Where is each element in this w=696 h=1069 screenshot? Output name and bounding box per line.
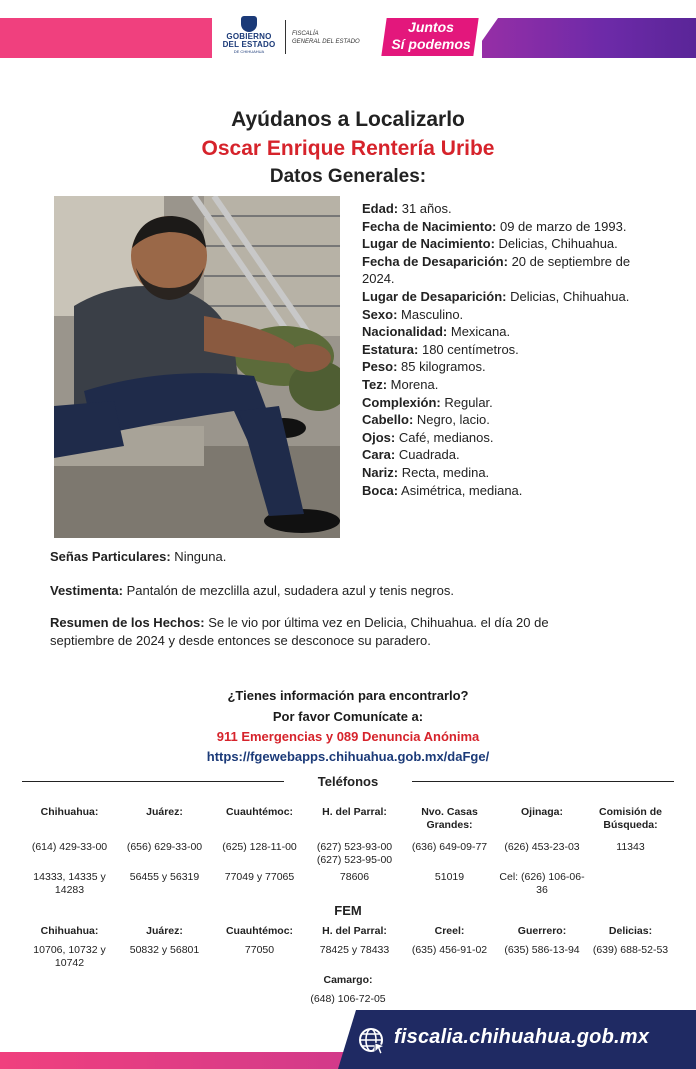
- phone-cell: (639) 688-52-53: [592, 944, 669, 956]
- phone-cell: 50832 y 56801: [129, 944, 200, 956]
- slogan-line2: Sí podemos: [391, 36, 471, 52]
- header-purple-bar: [470, 18, 696, 58]
- detail-nationality: [362, 323, 662, 341]
- general-data-list: [362, 200, 662, 499]
- phone-cell: (627) 523-93-00 (627) 523-95-00: [316, 841, 393, 866]
- detail-birth-date: [362, 218, 662, 236]
- detail-age: [362, 200, 662, 218]
- distinguishing-marks: [50, 548, 650, 566]
- phone-cell: 77050: [244, 944, 275, 956]
- detail-value: 85 kilogramos.: [397, 359, 486, 375]
- senas-label: Señas Particulares:: [50, 549, 171, 564]
- header-divider: [285, 20, 286, 54]
- contact-prompt: Por favor Comunícate a:: [272, 709, 424, 724]
- phone-cell: 78606: [339, 871, 370, 883]
- header-cell: Ojinaga:: [520, 806, 563, 818]
- header-cell: Nvo. Casas Grandes:: [421, 806, 478, 831]
- header-cell: Chihuahua:: [40, 925, 99, 937]
- phone-cell: [587, 871, 674, 897]
- detail-label: Complexión:: [362, 394, 441, 410]
- phone-cell: 14333, 14335 y 14283: [33, 871, 106, 896]
- vestimenta-label: Vestimenta:: [50, 583, 123, 598]
- detail-label: Ojos:: [362, 429, 396, 445]
- missing-person-photo: [54, 196, 340, 538]
- phones-row-2: [22, 871, 674, 897]
- detail-mouth: [362, 482, 662, 500]
- detail-value: Café, medianos.: [395, 429, 494, 445]
- camargo-phone: (648) 106-72-05: [310, 993, 386, 1005]
- detail-label: Cara:: [362, 447, 396, 463]
- gob-logo-line3: DE CHIHUAHUA: [233, 49, 265, 54]
- headline: Ayúdanos a Localizarlo: [231, 108, 465, 131]
- detail-label: Fecha de Desaparición:: [362, 253, 508, 269]
- phones-header-row: [22, 806, 674, 832]
- detail-value: 180 centímetros.: [418, 341, 519, 357]
- header-cell: Guerrero:: [517, 925, 567, 937]
- fem-header-row: [22, 925, 674, 938]
- detail-disappearance-place: [362, 288, 662, 306]
- detail-value: Delicias, Chihuahua.: [494, 236, 618, 252]
- detail-label: Cabello:: [362, 412, 414, 428]
- detail-value: Asimétrica, mediana.: [398, 482, 523, 498]
- section-title-general-data: Datos Generales:: [269, 166, 427, 187]
- detail-nose: [362, 464, 662, 482]
- contact-question: ¿Tienes información para encontrarlo?: [227, 688, 469, 703]
- header-pink-bar: [0, 18, 212, 58]
- gobierno-logo: [218, 16, 280, 60]
- detail-value: 31 años.: [398, 201, 452, 216]
- phone-cell: 56455 y 56319: [129, 871, 200, 883]
- header-cell: Juárez:: [146, 925, 183, 937]
- header-cell: H. del Parral:: [322, 806, 387, 818]
- emergency-numbers: 911 Emergencias y 089 Denuncia Anónima: [216, 729, 480, 744]
- detail-disappearance-date: [362, 253, 662, 288]
- slogan-text: [388, 19, 474, 53]
- clothing: [50, 582, 650, 600]
- detail-label: Estatura:: [362, 341, 419, 357]
- detail-value: Cuadrada.: [395, 447, 460, 463]
- gob-logo-line1: GOBIERNO: [226, 32, 272, 41]
- detail-label: Lugar de Nacimiento:: [362, 236, 495, 252]
- header-cell: Creel:: [434, 925, 465, 937]
- phone-cell: 51019: [434, 871, 465, 883]
- detail-value: Negro, lacio.: [413, 412, 490, 428]
- phone-cell: (635) 586-13-94: [504, 944, 580, 956]
- detail-label: Fecha de Nacimiento:: [362, 218, 497, 234]
- phone-cell: Cel: (626) 106-06-36: [499, 871, 585, 896]
- missing-person-name: Oscar Enrique Rentería Uribe: [201, 137, 495, 160]
- header-cell: Delicias:: [608, 925, 653, 937]
- detail-label: Nacionalidad:: [362, 324, 448, 340]
- fem-row-1: [22, 944, 674, 970]
- header-cell: Cuauhtémoc:: [225, 806, 294, 818]
- fiscalia-logo: [292, 30, 360, 46]
- detail-value: Delicias, Chihuahua.: [506, 288, 630, 304]
- detail-label: Edad:: [362, 201, 399, 216]
- header-cell: Chihuahua:: [40, 806, 99, 818]
- header-cell: Cuauhtémoc:: [225, 925, 294, 937]
- phone-cell: (635) 456-91-02: [411, 944, 488, 956]
- camargo-label: Camargo:: [323, 974, 373, 986]
- detail-value: 09 de marzo de 1993.: [496, 218, 627, 234]
- summary-of-events: [50, 614, 610, 650]
- detail-label: Lugar de Desaparición:: [362, 288, 507, 304]
- footer-website[interactable]: fiscalia.chihuahua.gob.mx: [394, 1026, 650, 1048]
- resumen-value: Se le vio por última vez en Delicia, Chihuahua. el día 20 de septiembre de 2024 y desde entonces se desconoce su paradero.: [50, 615, 549, 648]
- detail-eyes: [362, 429, 662, 447]
- header-banner: [0, 0, 696, 100]
- fem-section-title: FEM: [334, 903, 362, 918]
- globe-cursor-icon: [358, 1027, 386, 1055]
- phone-cell: (656) 629-33-00: [126, 841, 203, 853]
- detail-label: Sexo:: [362, 306, 398, 322]
- phones-row-1: [22, 841, 674, 867]
- detail-label: Boca:: [362, 482, 399, 498]
- detail-value: Regular.: [440, 394, 493, 410]
- phone-cell: 10706, 10732 y 10742: [33, 944, 106, 969]
- slogan-line1: Juntos: [408, 19, 454, 35]
- phone-cell: (614) 429-33-00: [31, 841, 108, 853]
- phone-cell: (625) 128-11-00: [222, 841, 297, 853]
- phones-section-title: Teléfonos: [317, 774, 379, 789]
- header-cell: Comisión de Búsqueda:: [598, 806, 662, 831]
- detail-complexion-tone: [362, 376, 662, 394]
- detail-build: [362, 394, 662, 412]
- detail-birth-place: [362, 235, 662, 253]
- detail-value: Recta, medina.: [398, 464, 490, 480]
- detail-sex: [362, 306, 662, 324]
- vestimenta-value: Pantalón de mezclilla azul, sudadera azul y tenis negros.: [122, 583, 454, 598]
- detail-label: Nariz:: [362, 464, 399, 480]
- phone-cell: 77049 y 77065: [224, 871, 295, 883]
- phone-cell: (626) 453-23-03: [504, 841, 580, 853]
- header-cell: Juárez:: [146, 806, 183, 818]
- phone-cell: 78425 y 78433: [319, 944, 390, 956]
- phone-cell: (636) 649-09-77: [411, 841, 488, 853]
- detail-value: Mexicana.: [447, 324, 511, 340]
- detail-label: Tez:: [362, 376, 388, 392]
- report-link[interactable]: https://fgewebapps.chihuahua.gob.mx/daFge/: [206, 749, 490, 764]
- fiscalia-line1: FISCALÍA: [292, 31, 319, 37]
- detail-value: Morena.: [387, 376, 439, 392]
- detail-value: 20 de septiembre de 2024.: [362, 253, 631, 287]
- header-cell: H. del Parral:: [322, 925, 387, 937]
- detail-face: [362, 446, 662, 464]
- detail-value: Masculino.: [397, 306, 464, 322]
- phone-cell: 11343: [616, 841, 645, 853]
- fiscalia-line2: GENERAL DEL ESTADO: [292, 39, 360, 45]
- gob-logo-line2: DEL ESTADO: [222, 40, 276, 49]
- senas-value: Ninguna.: [170, 549, 227, 564]
- detail-height: [362, 341, 662, 359]
- detail-hair: [362, 411, 662, 429]
- detail-weight: [362, 358, 662, 376]
- resumen-label: Resumen de los Hechos:: [50, 615, 205, 630]
- detail-label: Peso:: [362, 359, 398, 375]
- state-shield-icon: [241, 16, 257, 32]
